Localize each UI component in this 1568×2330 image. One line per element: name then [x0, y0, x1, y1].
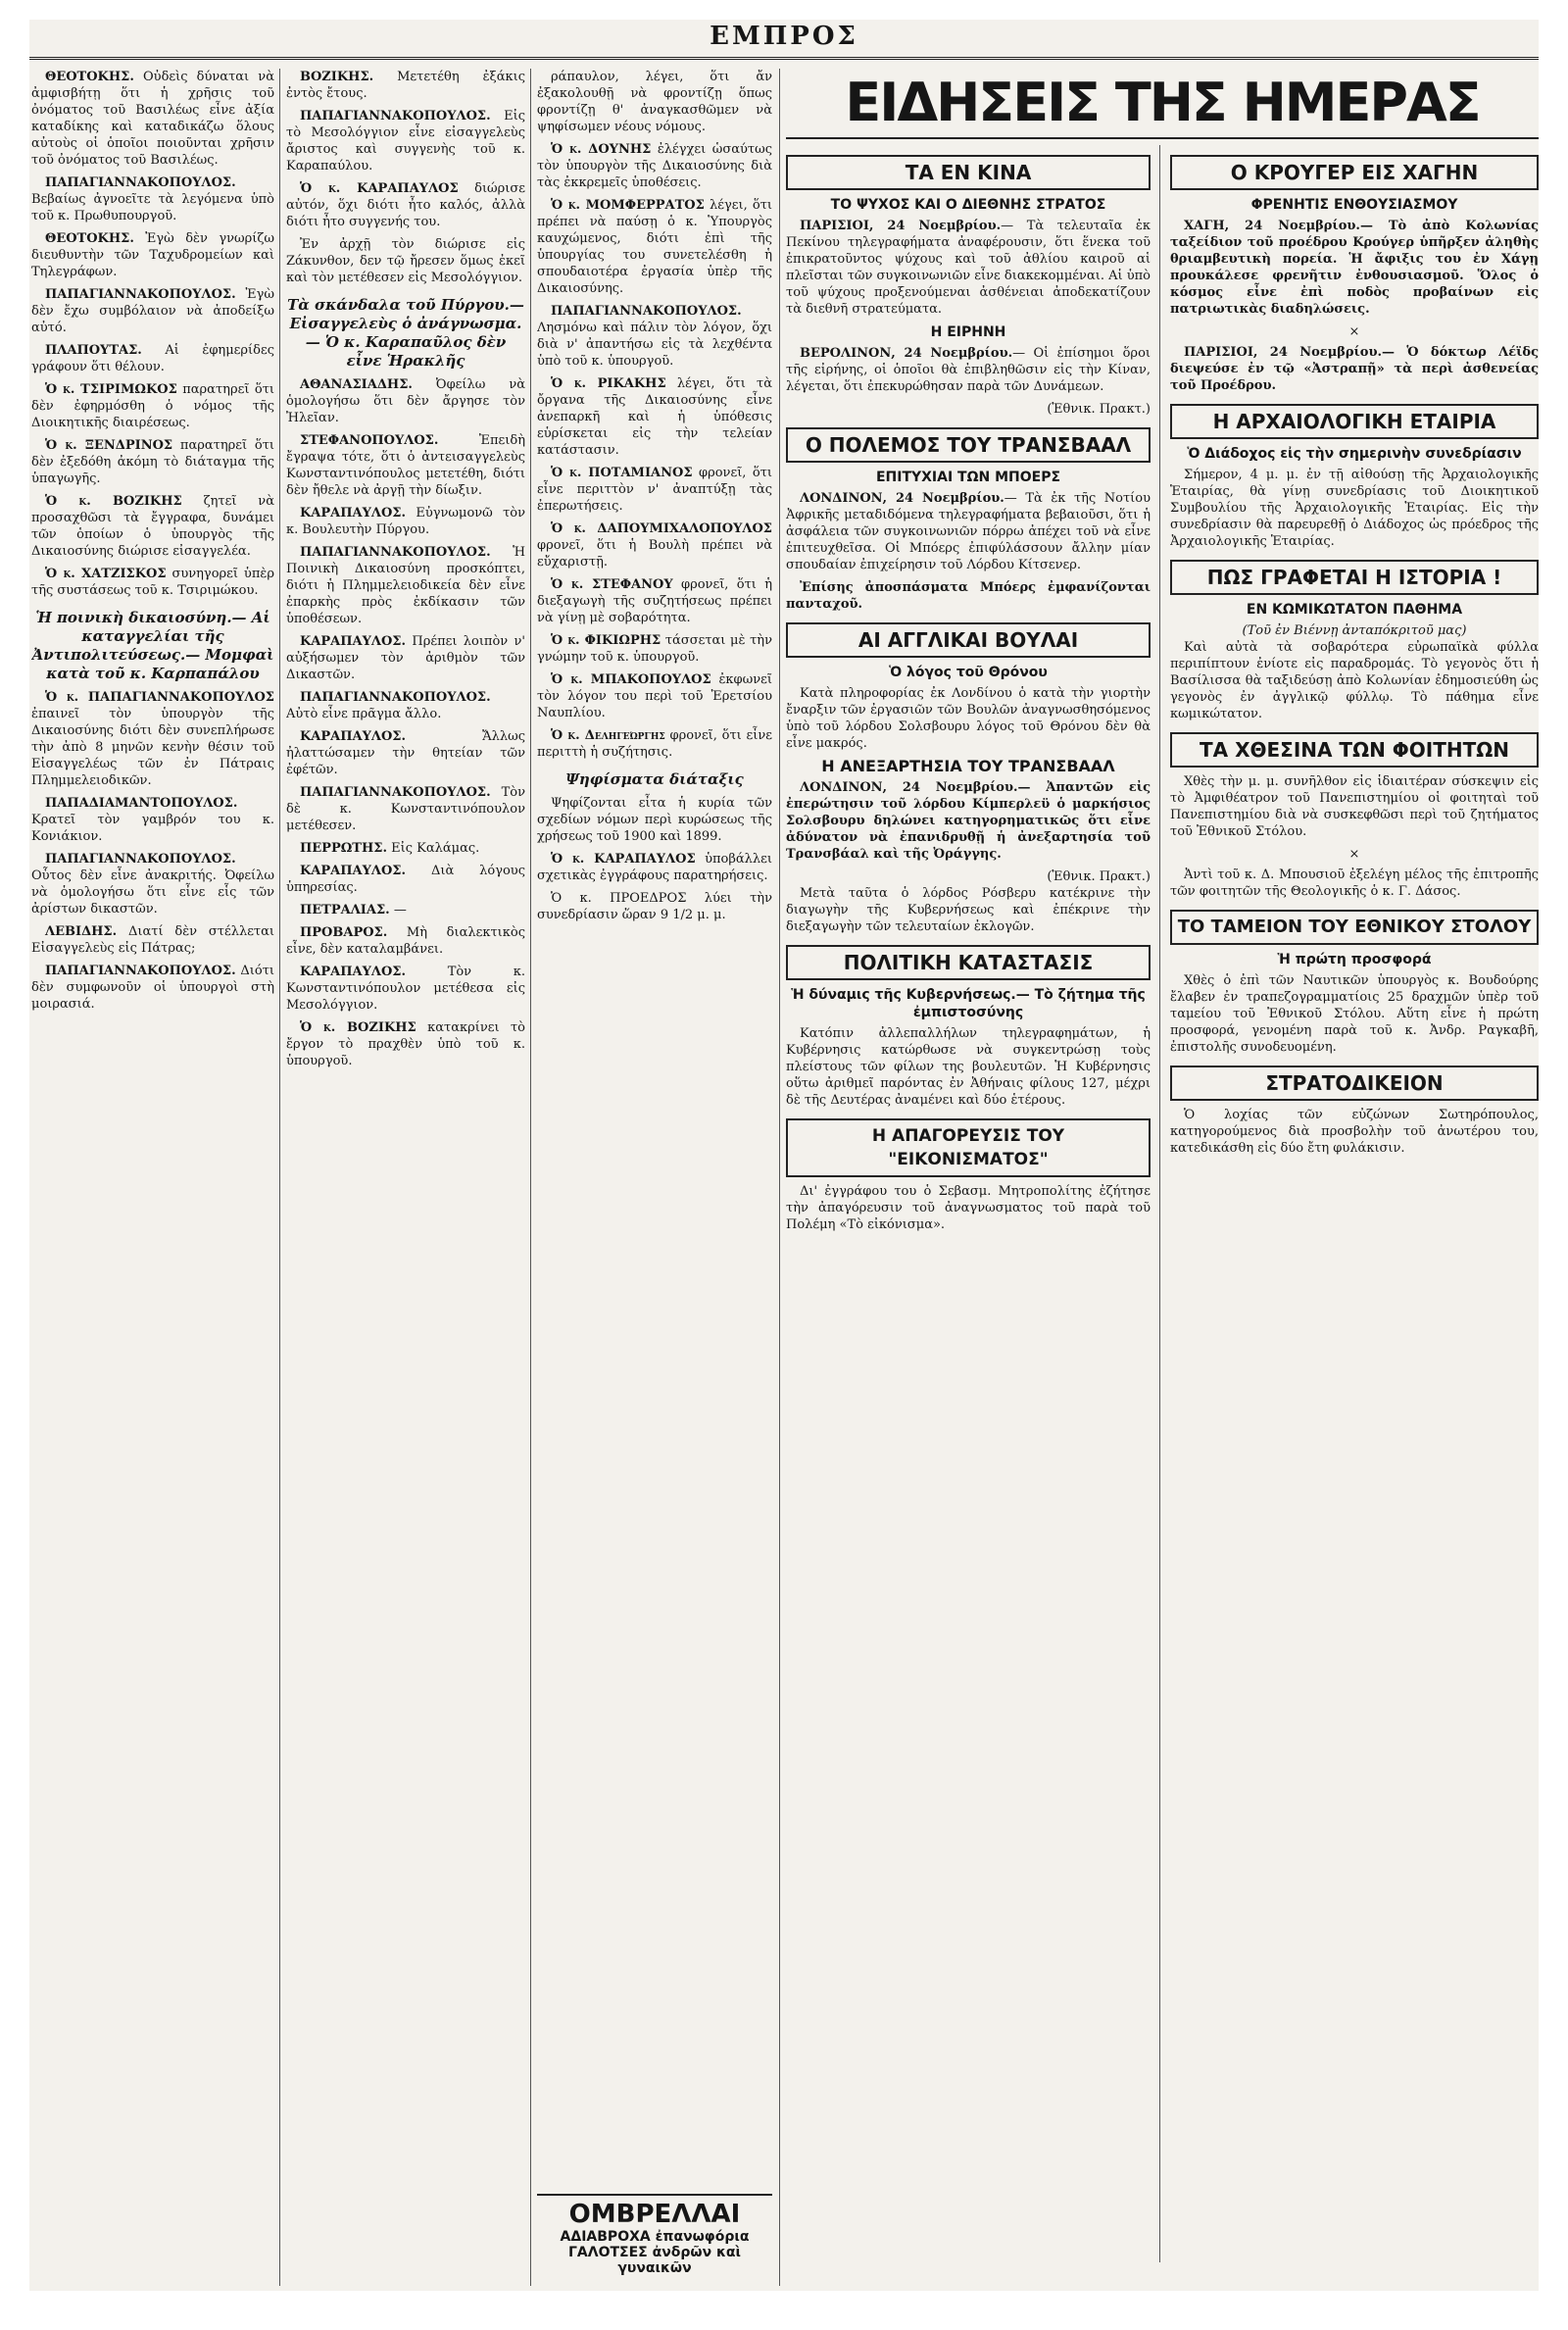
headline: Η ΑΠΑΓΟΡΕΥΣΙΣ ΤΟΥ "ΕΙΚΟΝΙΣΜΑΤΟΣ"	[786, 1118, 1151, 1177]
paragraph: ΒΟΖΙΚΗΣ. Μετετέθη ἐξάκις ἐντὸς ἔτους.	[286, 70, 525, 101]
news-title: ΕΙΔΗΣΕΙΣ ΤΗΣ ΗΜΕΡΑΣ	[786, 73, 1539, 139]
headline: ΤΟ ΤΑΜΕΙΟΝ ΤΟΥ ΕΘΝΙΚΟΥ ΣΤΟΛΟΥ	[1170, 910, 1539, 945]
paragraph: Καὶ αὐτὰ τὰ σοβαρότερα εὐρωπαϊκὰ φύλλα περιπίπτουν ἐνίοτε εἰς παραδρομάς. Τὸ γεγονὸς ὅτι ἡ Βασίλισσα θὰ ταξιδεύσῃ ἀπὸ Κολωνίαν ἐδημοσιεύθη ὡς γεγονὸς ἐν ἀγγλικῷ φύλλῳ. Τὸ πάθημα εἶνε κωμικώτατον.	[1170, 640, 1539, 721]
column-rule	[279, 69, 280, 2286]
paragraph: Ὁ κ. ΔΟΥΝΗΣ ἐλέγχει ὡσαύτως τὸν ὑπουργὸν τῆς Δικαιοσύνης διὰ τὰς ἐκκρεμεῖς ὑποθέσεις.	[537, 142, 772, 190]
section-title: Ἡ ποινικὴ δικαιοσύνη.— Αἱ καταγγελίαι τῆς Ἀντιπολιτεύσεως.— Μομφαὶ κατὰ τοῦ κ. Καρπαπάλου	[31, 609, 274, 682]
paragraph: ΠΑΡΙΣΙΟΙ, 24 Νοεμβρίου.— Τὰ τελευταῖα ἐκ Πεκίνου τηλεγραφήματα ἀναφέρουσιν, ὅτι ἕνεκα τοῦ ἐπικρατοῦντος ψύχους καὶ τοῦ ἀθλίου καιροῦ αἱ πλεῖσται τῶν συγκοινωνιῶν εἶνε διακεκομμέναι. Αἱ ὑπὸ τοῦ ψύχους προξενούμεναι ἀσθένειαι ἀποδεκατίζουν τὰ διεθνῆ στρατεύματα.	[786, 219, 1151, 317]
paragraph: Ὁ κ. ΤΣΙΡΙΜΩΚΟΣ παρατηρεῖ ὅτι δὲν ἐφηρμόσθη ὁ νόμος τῆς Διοικητικῆς διαιρέσεως.	[31, 382, 274, 430]
paragraph: ΚΑΡΑΠΑΥΛΟΣ. Ἄλλως ἠλαττώσαμεν τὴν θητείαν τῶν ἐφέτῶν.	[286, 729, 525, 777]
paragraph: Ἐν ἀρχῇ τὸν διώρισε εἰς Ζάκυνθον, δεν τῷ ἤρεσεν ὅμως ἐκεῖ καὶ τὸν μετέθεσεν εἰς Μεσολόγγιον.	[286, 237, 525, 285]
paragraph: Ὁ κ. ΚΑΡΑΠΑΥΛΟΣ διώρισε αὐτόν, ὅχι διότι ἦτο καλός, ἀλλὰ διότι ἦτο συγγενής του.	[286, 181, 525, 229]
paragraph: Χθὲς ὁ ἐπὶ τῶν Ναυτικῶν ὑπουργὸς κ. Βουδούρης ἔλαβεν ἐν τραπεζογραμματίοις 25 δραχμῶν ὑπὲρ τοῦ ταμείου τοῦ Ἐθνικοῦ Στόλου. Αὕτη εἶνε ἡ πρώτη προσφορά, γενομένη παρὰ τοῦ κ. Ἀνδρ. Ραγκαβῆ, ἐπιστολῆς συνοδευομένη.	[1170, 973, 1539, 1055]
headline: ΠΟΛΙΤΙΚΗ ΚΑΤΑΣΤΑΣΙΣ	[786, 945, 1151, 980]
paragraph: Κατόπιν ἀλλεπαλλήλων τηλεγραφημάτων, ἡ Κυβέρνησις κατώρθωσε νὰ συγκεντρώσῃ τοὺς πλείστους τῶν φίλων της βουλευτῶν. Ἡ Κυβέρνησις οὕτω ἀριθμεῖ παρόντας ἐν Ἀθήναις φίλους 127, μέχρι δὲ τῆς Δευτέρας ἀναμένει καὶ δύο ἑτέρους.	[786, 1026, 1151, 1108]
paragraph: ΚΑΡΑΠΑΥΛΟΣ. Πρέπει λοιπὸν ν' αὐξήσωμεν τὸν ἀριθμὸν τῶν Δικαστῶν.	[286, 634, 525, 682]
ad-line: ΓΑΛΟΤΣΕΣ ἀνδρῶν καὶ γυναικῶν	[568, 2245, 741, 2276]
paragraph: ΠΑΠΑΓΙΑΝΝΑΚΟΠΟΥΛΟΣ. Τὸν δὲ κ. Κωνσταντινόπουλον μετέθεσεν.	[286, 785, 525, 833]
column-rule	[779, 69, 780, 2286]
paragraph: ΘΕΟΤΟΚΗΣ. Ἐγὼ δὲν γνωρίζω διευθυντὴν τῶν Ταχυδρομείων καὶ Τηλεγράφων.	[31, 231, 274, 279]
column-rule	[530, 69, 531, 2286]
ad-line: ΑΔΙΑΒΡΟΧΑ ἐπανωφόρια	[560, 2229, 750, 2245]
paragraph: ΠΑΠΑΓΙΑΝΝΑΚΟΠΟΥΛΟΣ. Αὐτὸ εἶνε πρᾶγμα ἄλλο.	[286, 690, 491, 721]
paragraph: Ὁ κ. ΒΟΖΙΚΗΣ κατακρίνει τὸ ἔργον τὸ πραχθὲν ὑπὸ τοῦ κ. ὑπουργοῦ.	[286, 1020, 525, 1068]
paragraph: ΑΘΑΝΑΣΙΑΔΗΣ. Ὀφείλω νὰ ὁμολογήσω ὅτι δὲν ἄργησε τὸν Ἠλεῖαν.	[286, 377, 525, 425]
paragraph: ΠΕΡΡΩΤΗΣ. Εἰς Καλάμας.	[300, 841, 480, 856]
subheadline: Η ΑΝΕΞΑΡΤΗΣΙΑ ΤΟΥ ΤΡΑΝΣΒΑΑΛ	[821, 757, 1115, 775]
news-of-the-day	[786, 69, 1539, 2284]
masthead: ΕΜΠΡΟΣ	[29, 22, 1539, 60]
paragraph: ΚΑΡΑΠΑΥΛΟΣ. Διὰ λόγους ὑπηρεσίας.	[286, 864, 525, 895]
paragraph: Ἀντὶ τοῦ κ. Δ. Μπουσιοῦ ἐξελέγη μέλος τῆς ἐπιτροπῆς τῶν φοιτητῶν τῆς Θεολογικῆς ὁ κ. Γ. Δάσος.	[1170, 868, 1539, 899]
paragraph: ΠΑΠΑΓΙΑΝΝΑΚΟΠΟΥΛΟΣ. Βεβαίως ἀγνοεῖτε τὰ λεγόμενα ὑπὸ τοῦ κ. Πρωθυπουργοῦ.	[31, 175, 274, 223]
paragraph: ΠΕΤΡΑΛΙΑΣ. —	[300, 903, 407, 917]
paragraph: Ὁ κ. Δεληγεώργης φρονεῖ, ὅτι εἶνε περιττὴ ἡ συζήτησις.	[537, 728, 772, 760]
subheadline: Ἡ δύναμις τῆς Κυβερνήσεως.— Τὸ ζήτημα τῆς ἐμπιστοσύνης	[791, 987, 1146, 1020]
paragraph: ΧΑΓΗ, 24 Νοεμβρίου.— Τὸ ἀπὸ Κολωνίας ταξείδιον τοῦ προέδρου Κρούγερ ὑπῆρξεν ἀληθὴς θριαμβευτικὴ πορεία. Ἡ ἄφιξις του ἐν Χάγῃ προυκάλεσε φρενῆτιν ἐνθουσιασμοῦ. Ὅλος ὁ κόσμος εἶνε ἐπὶ ποδὸς προβαίνων εἰς πατριωτικὰς διαδηλώσεις.	[1170, 219, 1539, 317]
source-note: (Τοῦ ἐν Βιέννῃ ἀνταπόκριτοῦ μας)	[1242, 623, 1467, 638]
paragraph: Ὁ κ. ΣΤΕΦΑΝΟΥ φρονεῖ, ὅτι ἡ διεξαγωγὴ τῆς συζητήσεως πρέπει νὰ γίνῃ μὲ σοβαρότητα.	[537, 577, 772, 625]
headline: Ο ΠΟΛΕΜΟΣ ΤΟΥ ΤΡΑΝΣΒΑΑΛ	[786, 427, 1151, 463]
paragraph: ΠΑΠΑΓΙΑΝΝΑΚΟΠΟΥΛΟΣ. Ἡ Ποινικὴ Δικαιοσύνη προσκόπτει, διότι ἡ Πλημμελειοδικεία δὲν εἶνε ἐπαρκὴς πρὸς ἐκδίκασιν τῶν ὑποθέσεων.	[286, 545, 525, 626]
subheadline: ΤΟ ΨΥΧΟΣ ΚΑΙ Ο ΔΙΕΘΝΗΣ ΣΤΡΑΤΟΣ	[830, 197, 1106, 213]
paragraph: ΛΟΝΔΙΝΟΝ, 24 Νοεμβρίου.— Τὰ ἐκ τῆς Νοτίου Ἀφρικῆς μεταδιδόμενα τηλεγραφήματα βεβαιοῦσι, ὅτι ἡ ἀσφάλεια τῶν συγκοινωνιῶν πόρρω ἀπέχει τοῦ νὰ εἶνε ἐπιτευχθεῖσα. Οἱ Μπόερς ἐπιφύλάσσουν ἄλλην μίαν σπουδαίαν ἐπιχείρησιν τοῦ Λόρδου Κίτσενερ.	[786, 491, 1151, 572]
paragraph: Ὁ κ. ΠΡΟΕΔΡΟΣ λύει τὴν συνεδρίασιν ὥραν 9 1/2 μ. μ.	[537, 891, 772, 922]
paragraph: ΠΑΡΙΣΙΟΙ, 24 Νοεμβρίου.— Ὁ δόκτωρ Λέϊδς διεψεύσε ἐν τῷ «Ἀστραπῇ» τὰ περὶ ἀσθενείας τοῦ Προέδρου.	[1170, 345, 1539, 393]
paragraph: Ὁ κ. ΠΟΤΑΜΙΑΝΟΣ φρονεῖ, ὅτι εἶνε περιττὸν ν' ἀναπτύξῃ τὰς ἐπερωτήσεις.	[537, 466, 772, 514]
paragraph: Χθὲς τὴν μ. μ. συνῆλθον εἰς ἱδιαιτέραν σύσκεψιν εἰς τὸ Ἀμφιθέατρον τοῦ Πανεπιστημίου οἱ φοιτηταὶ τοῦ Πανεπιστημίου διὰ νὰ συσκεφθῶσι περὶ τοῦ ζητήματος τοῦ Ἐθνικοῦ Στόλου.	[1170, 774, 1539, 839]
paragraph: Μετὰ ταῦτα ὁ λόρδος Ρόσβερυ κατέκρινε τὴν διαγωγὴν τῆς Κυβερνήσεως καὶ ἐπέκρινε τὴν διεξαγωγὴν τῶν τελευταίων ἐκλογῶν.	[786, 886, 1151, 934]
news-column-left	[786, 145, 1151, 2262]
paragraph: ΠΑΠΑΓΙΑΝΝΑΚΟΠΟΥΛΟΣ. Ἐγὼ δὲν ἔχω συμβόλαιον νὰ ἀποδείξω αὐτό.	[31, 287, 274, 335]
subheadline: ΦΡΕΝΗΤΙΣ ΕΝΘΟΥΣΙΑΣΜΟΥ	[1250, 197, 1458, 213]
paragraph: ΛΕΒΙΔΗΣ. Διατί δὲν στέλλεται Εἰσαγγελεὺς εἰς Πάτρας;	[31, 924, 274, 956]
ad-title: ΟΜΒΡΕΛΛΑΙ	[568, 2200, 741, 2229]
paragraph: Ὁ κ. ΦΙΚΙΩΡΗΣ τάσσεται μὲ τὴν γνώμην τοῦ κ. ὑπουργοῦ.	[537, 633, 772, 665]
separator-cross: ×	[1348, 324, 1360, 339]
paragraph: Ὁ κ. ΡΙΚΑΚΗΣ λέγει, ὅτι τὰ ὄργανα τῆς Δικαιοσύνης εἶνε ἀνεπαρκῆ καὶ ἡ ὑπόθεσις εὑρίσκεται εἰς τὴν τελείαν κατάστασιν.	[537, 376, 772, 458]
paragraph: Δι' ἐγγράφου του ὁ Σεβασμ. Μητροπολίτης ἐζήτησε τὴν ἀπαγόρευσιν τοῦ ἀναγνωσματος τοῦ παρὰ τοῦ Πολέμη «Τὸ εἰκόνισμα».	[786, 1184, 1151, 1232]
paragraph: Ἐπίσης ἀποσπάσματα Μπόερς ἐμφανίζονται πανταχοῦ.	[786, 580, 1151, 612]
news-column-right	[1170, 145, 1539, 2262]
subheadline: ΕΠΙΤΥΧΙΑΙ ΤΩΝ ΜΠΟΕΡΣ	[875, 470, 1061, 485]
paragraph: ΠΑΠΑΓΙΑΝΝΑΚΟΠΟΥΛΟΣ. Λησμόνω καὶ πάλιν τὸν λόγον, ὅχι διὰ ν' ἀπαντήσω εἰς τὰ λεχθέντα ὑπὸ τοῦ κ. ὑπουργοῦ.	[537, 304, 772, 369]
source-note: (Ἐθνικ. Πρακτ.)	[1047, 402, 1151, 417]
paragraph: Κατὰ πληροφορίας ἐκ Λονδίνου ὁ κατὰ τὴν γιορτὴν ἔναρξιν τῶν ἐργασιῶν τῶν Βουλῶν ἀναγνωσθησόμενος ὑπὸ τοῦ λόρδου Σολσβουρυ λόγος τοῦ Θρόνου δὲν θὰ εἶνε μακρός.	[786, 686, 1151, 751]
subheadline: ΕΝ ΚΩΜΙΚΩΤΑΤΟΝ ΠΑΘΗΜΑ	[1246, 602, 1463, 618]
paragraph: Ψηφίζονται εἶτα ἡ κυρία τῶν σχεδίων νόμων περὶ κυρώσεως τῆς χρήσεως τοῦ 1900 καὶ 1899.	[537, 796, 772, 844]
subheadline: Ἡ πρώτη προσφορά	[1277, 952, 1432, 967]
paragraph: ΒΕΡΟΛΙΝΟΝ, 24 Νοεμβρίου.— Οἱ ἐπίσημοι ὅροι τῆς εἰρήνης, οἱ ὁποῖοι θὰ ἐπιβληθῶσιν εἰς τὴν Κίναν, λέγεται, ὅτι ἐπεκυρώθησαν παρὰ τῶν Δυνάμεων.	[786, 346, 1151, 394]
column-1	[31, 69, 274, 2284]
paragraph: ΠΛΑΠΟΥΤΑΣ. Αἱ ἐφημερίδες γράφουν ὅτι θέλουν.	[31, 343, 274, 374]
paragraph: ΠΑΠΑΓΙΑΝΝΑΚΟΠΟΥΛΟΣ. Διότι δὲν συμφωνοῦν οἱ ὑπουργοὶ στὴ μοιρασιά.	[31, 964, 274, 1012]
paragraph: Ὁ κ. ΒΟΖΙΚΗΣ ζητεῖ νὰ προσαχθῶσι τὰ ἔγγραφα, δυνάμει τῶν ὁποίων ὁ ὑπουργὸς τῆς Δικαιοσύνης διώρισε εἰσαγγελέα.	[31, 494, 274, 559]
paragraph: Ὁ κ. ΧΑΤΖΙΣΚΟΣ συνηγορεῖ ὑπὲρ τῆς συστάσεως τοῦ κ. Τσιριμώκου.	[31, 567, 274, 598]
separator-cross: ×	[1348, 847, 1360, 862]
paragraph: Ὁ λοχίας τῶν εὐζώνων Σωτηρόπουλος, κατηγορούμενος διὰ προσβολὴν τοῦ ἀνωτέρου του, κατεδικάσθη εἰς δύο ἔτη φυλάκισιν.	[1170, 1108, 1539, 1156]
paragraph: Ὁ κ. ΠΑΠΑΓΙΑΝΝΑΚΟΠΟΥΛΟΣ ἐπαινεῖ τὸν ὑπουργὸν τῆς Δικαιοσύνης διότι δὲν συνεπλήρωσε τὴν ἀπὸ 8 μηνῶν κενὴν θέσιν τοῦ Εἰσαγγελέως τῶν ἐν Πάτραις Πλημμελειοδικῶν.	[31, 690, 274, 788]
headline: Η ΑΡΧΑΙΟΛΟΓΙΚΗ ΕΤΑΙΡΙΑ	[1170, 404, 1539, 439]
section-title: Ψηφίσματα διάταξις	[565, 770, 744, 788]
paragraph: Ὁ κ. ΞΕΝΔΡΙΝΟΣ παρατηρεῖ ὅτι δὲν ἐξεδόθη ἀκόμη τὸ διάταγμα τῆς ὑπαγωγῆς.	[31, 438, 274, 486]
paragraph: ΠΑΠΑΔΙΑΜΑΝΤΟΠΟΥΛΟΣ. Κρατεῖ τὸν γαμβρόν του κ. Κονιάκιον.	[31, 796, 274, 844]
paragraph: ΠΑΠΑΓΙΑΝΝΑΚΟΠΟΥΛΟΣ. Οὗτος δὲν εἶνε ἀνακριτής. Ὀφείλω νὰ ὁμολογήσω ὅτι εἶνε εἷς τῶν ἀρίστων δικαστῶν.	[31, 852, 274, 917]
paragraph: ΚΑΡΑΠΑΥΛΟΣ. Εὐγνωμονῶ τὸν κ. Βουλευτὴν Πύργου.	[286, 506, 525, 537]
paragraph: ΠΑΠΑΓΙΑΝΝΑΚΟΠΟΥΛΟΣ. Εἰς τὸ Μεσολόγγιον εἶνε εἰσαγγελεὺς ἄριστος καὶ συγγενὴς τοῦ κ. Καραπαύλου.	[286, 109, 525, 174]
column-3	[537, 69, 772, 2186]
paragraph: ΠΡΟΒΑΡΟΣ. Μὴ διαλεκτικὸς εἶνε, δὲν καταλαμβάνει.	[286, 925, 525, 957]
source-note: (Ἐθνικ. Πρακτ.)	[1047, 869, 1151, 884]
paragraph: ΣΤΕΦΑΝΟΠΟΥΛΟΣ. Ἐπειδὴ ἔγραψα τότε, ὅτι ὁ ἀντεισαγγελεὺς Κωνσταντινόπουλος μετετέθη, διότι δὲν ἤθελε νὰ ἀργῇ τὴν δίωξιν.	[286, 433, 525, 498]
paragraph: ΘΕΟΤΟΚΗΣ. Οὐδεὶς δύναται νὰ ἀμφισβήτῃ ὅτι ἡ χρῆσις τοῦ ὀνόματος τοῦ Βασιλέως εἶνε ἀξία καταδίκης καὶ καταδικάζω ὅλους αὐτοὺς οἱ ὁποῖοι ποιοῦνται χρῆσιν τοῦ ὀνόματος τοῦ Βασιλέως.	[31, 70, 274, 168]
paragraph: Ὁ κ. ΜΟΜΦΕΡΡΑΤΟΣ λέγει, ὅτι πρέπει νὰ παύσῃ ὁ κ. Ὑπουργὸς καυχώμενος, διότι ἐπὶ τῆς ὑπουργίας του συνετελέσθη ἡ σπουδαιοτέρα ἐργασία ὑπὲρ τῆς Δικαιοσύνης.	[537, 198, 772, 296]
headline: ΣΤΡΑΤΟΔΙΚΕΙΟΝ	[1170, 1066, 1539, 1101]
paragraph: ΚΑΡΑΠΑΥΛΟΣ. Τὸν κ. Κωνσταντινόπουλον μετέθεσα εἰς Μεσολόγγιον.	[286, 965, 525, 1013]
section-title: Τὰ σκάνδαλα τοῦ Πύργου.— Εἰσαγγελεὺς ὁ ἀνάγνωσμα.— Ὁ κ. Καραπαῦλος δὲν εἶνε Ἡρακλῆς	[287, 296, 524, 370]
newspaper-page	[29, 20, 1539, 2291]
subheadline: Ὁ λόγος τοῦ Θρόνου	[889, 665, 1048, 680]
advertisement	[537, 2194, 772, 2276]
column-2	[286, 69, 525, 2284]
headline: ΑΙ ΑΓΓΛΙΚΑΙ ΒΟΥΛΑΙ	[786, 622, 1151, 658]
paragraph: Ὁ κ. ΔΑΠΟΥΜΙΧΑΛΟΠΟΥΛΟΣ φρονεῖ, ὅτι ἡ Βουλὴ πρέπει νὰ εὔχαριστῇ.	[537, 521, 772, 570]
column-rule	[1159, 145, 1160, 2262]
subheadline: Η ΕΙΡΗΝΗ	[930, 324, 1006, 340]
subheadline: Ὁ Διάδοχος εἰς τὴν σημερινὴν συνεδρίασιν	[1187, 446, 1522, 462]
headline: ΤΑ ΕΝ ΚΙΝΑ	[786, 155, 1151, 190]
headline: ΠΩΣ ΓΡΑΦΕΤΑΙ Η ΙΣΤΟΡΙΑ !	[1170, 560, 1539, 595]
paragraph: Ὁ κ. ΚΑΡΑΠΑΥΛΟΣ ὑποβάλλει σχετικὰς ἐγγράφους παρατηρήσεις.	[537, 852, 772, 883]
headline: Ο ΚΡΟΥΓΕΡ ΕΙΣ ΧΑΓΗΝ	[1170, 155, 1539, 190]
news-columns	[786, 145, 1539, 2262]
paragraph: Ὁ κ. ΜΠΑΚΟΠΟΥΛΟΣ ἐκφωνεῖ τὸν λόγον του περὶ τοῦ Ἐρετσίου Ναυπλίου.	[537, 672, 772, 720]
headline: ΤΑ ΧΘΕΣΙΝΑ ΤΩΝ ΦΟΙΤΗΤΩΝ	[1170, 732, 1539, 768]
paragraph: ΛΟΝΔΙΝΟΝ, 24 Νοεμβρίου.— Ἀπαντῶν εἰς ἐπερώτησιν τοῦ λόρδου Κίμπερλεϋ ὁ μαρκήσιος Σολσβουρυ δηλώνει κατηγορηματικῶς ὅτι εἶνε ἀδύνατον νὰ ἐπανιδρυθῇ ἡ ἀνεξαρτησία τοῦ Τρανσβάαλ καὶ τῆς Ὀράγγης.	[786, 780, 1151, 862]
paragraph: ράπαυλον, λέγει, ὅτι ἄν ἐξακολουθῇ νὰ φροντίζῃ ὅπως φροντίζῃ θ' ἀναγκασθῶμεν νὰ ψηφίσωμεν νέους νόμους.	[537, 70, 772, 134]
paragraph: Σήμερον, 4 μ. μ. ἐν τῇ αἰθούσῃ τῆς Ἀρχαιολογικῆς Ἑταιρίας, θὰ γίνῃ συνεδρίασις τοῦ Διοικητικοῦ Συμβουλίου τῆς Ἀρχαιολογικῆς Ἑταιρίας. Εἰς τὴν συνεδρίασιν θὰ παρευρεθῇ ὁ Διάδοχος ὡς πρόεδρος τῆς Ἀρχαιολογικῆς Ἑταιρίας.	[1170, 468, 1539, 549]
